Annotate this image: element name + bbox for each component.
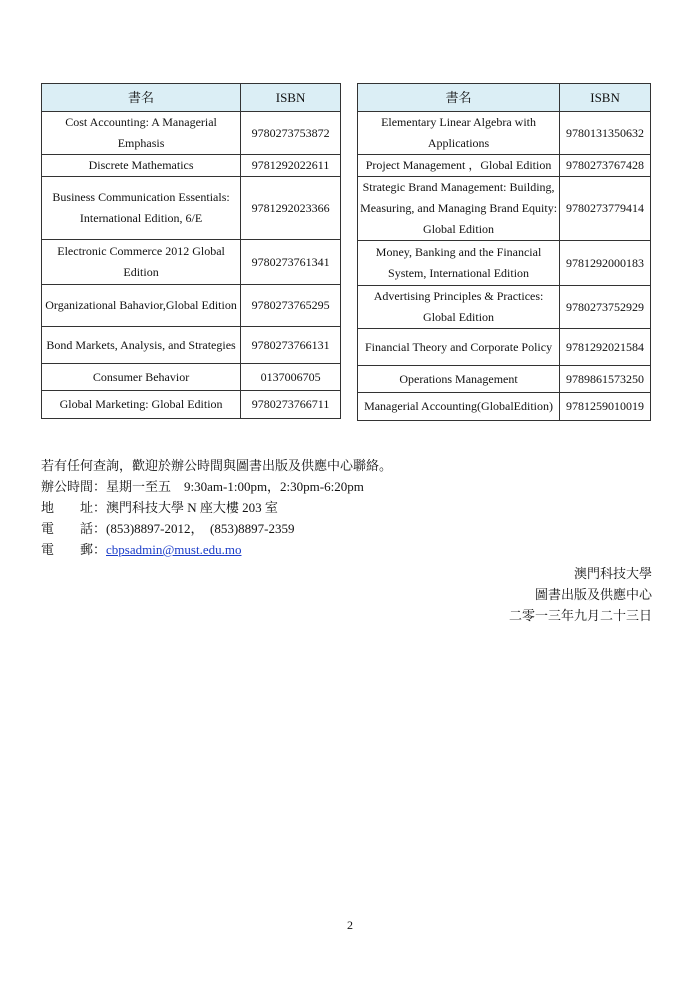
contact-intro: 若有任何查詢，歡迎於辦公時間與圖書出版及供應中心聯絡。 <box>41 458 393 473</box>
book-title: Operations Management <box>358 366 560 393</box>
table-row <box>42 391 341 419</box>
table-row <box>358 155 651 177</box>
header-isbn: ISBN <box>560 84 651 112</box>
email-link[interactable]: cbpsadmin@must.edu.mo <box>106 542 242 557</box>
book-title: Elementary Linear Algebra with Applications <box>358 112 560 155</box>
table-row <box>42 112 341 155</box>
book-title: Advertising Principles & Practices: Global Edition <box>358 286 560 329</box>
book-isbn: 9789861573250 <box>560 366 651 393</box>
book-isbn: 9781292000183 <box>560 241 651 286</box>
book-isbn: 9780273753872 <box>241 112 341 155</box>
book-isbn: 9780273767428 <box>560 155 651 177</box>
book-isbn: 9780273766711 <box>241 391 341 419</box>
book-isbn: 9780273761341 <box>241 240 341 285</box>
phone <box>41 518 392 539</box>
page-number: 2 <box>347 918 353 932</box>
header-title: 書名 <box>42 84 241 112</box>
book-title: Strategic Brand Management: Building, Measuring, and Managing Brand Equity: Global Edition <box>358 177 560 241</box>
book-title: Cost Accounting: A Managerial Emphasis <box>42 112 241 155</box>
table-row <box>358 393 651 421</box>
office-hours <box>41 476 392 497</box>
address-label: 地 址： <box>41 500 107 515</box>
book-isbn: 0137006705 <box>241 364 341 391</box>
book-title: Financial Theory and Corporate Policy <box>358 329 560 366</box>
book-title: Consumer Behavior <box>42 364 241 391</box>
book-table-left <box>41 83 341 419</box>
book-isbn: 9781292023366 <box>241 177 341 240</box>
book-title: Project Management ，Global Edition <box>358 155 560 177</box>
book-title: Managerial Accounting(GlobalEdition) <box>358 393 560 421</box>
signoff-university: 澳門科技大學 <box>573 566 652 581</box>
email <box>41 539 392 560</box>
header-title: 書名 <box>358 84 560 112</box>
phone-value: (853)8897-2012， (853)8897-2359 <box>106 521 295 536</box>
book-title: Bond Markets, Analysis, and Strategies <box>42 327 241 364</box>
phone-label: 電 話： <box>41 521 107 536</box>
book-title: Money, Banking and the Financial System, International Edition <box>358 241 560 286</box>
table-row <box>42 364 341 391</box>
signoff-date: 二零一三年九月二十三日 <box>508 608 652 623</box>
table-row <box>358 366 651 393</box>
contact-info <box>41 455 392 560</box>
signoff <box>452 563 652 626</box>
book-isbn: 9780273766131 <box>241 327 341 364</box>
table-row <box>42 327 341 364</box>
book-isbn: 9781259010019 <box>560 393 651 421</box>
address-value: 澳門科技大學 N 座大樓 203 室 <box>106 500 278 515</box>
signoff-department: 圖書出版及供應中心 <box>534 587 652 602</box>
table-row <box>358 329 651 366</box>
book-isbn: 9780131350632 <box>560 112 651 155</box>
book-title: Organizational Bahavior,Global Edition <box>42 285 241 327</box>
book-title: Business Communication Essentials: International Edition, 6/E <box>42 177 241 240</box>
table-row <box>358 286 651 329</box>
book-title: Electronic Commerce 2012 Global Edition <box>42 240 241 285</box>
table-row <box>358 112 651 155</box>
table-row <box>42 285 341 327</box>
book-title: Global Marketing: Global Edition <box>42 391 241 419</box>
table-row <box>358 241 651 286</box>
office-hours-label: 辦公時間： <box>41 479 107 494</box>
book-title: Discrete Mathematics <box>42 155 241 177</box>
table-row <box>42 155 341 177</box>
book-isbn: 9781292022611 <box>241 155 341 177</box>
header-isbn: ISBN <box>241 84 341 112</box>
table-row <box>358 177 651 241</box>
book-isbn: 9780273752929 <box>560 286 651 329</box>
table-row <box>42 177 341 240</box>
address <box>41 497 392 518</box>
office-hours-value: 星期一至五 9:30am-1:00pm，2:30pm-6:20pm <box>106 479 364 494</box>
book-isbn: 9780273765295 <box>241 285 341 327</box>
book-isbn: 9780273779414 <box>560 177 651 241</box>
book-table-right <box>357 83 651 421</box>
book-isbn: 9781292021584 <box>560 329 651 366</box>
email-label: 電 郵： <box>41 542 107 557</box>
table-row <box>42 240 341 285</box>
